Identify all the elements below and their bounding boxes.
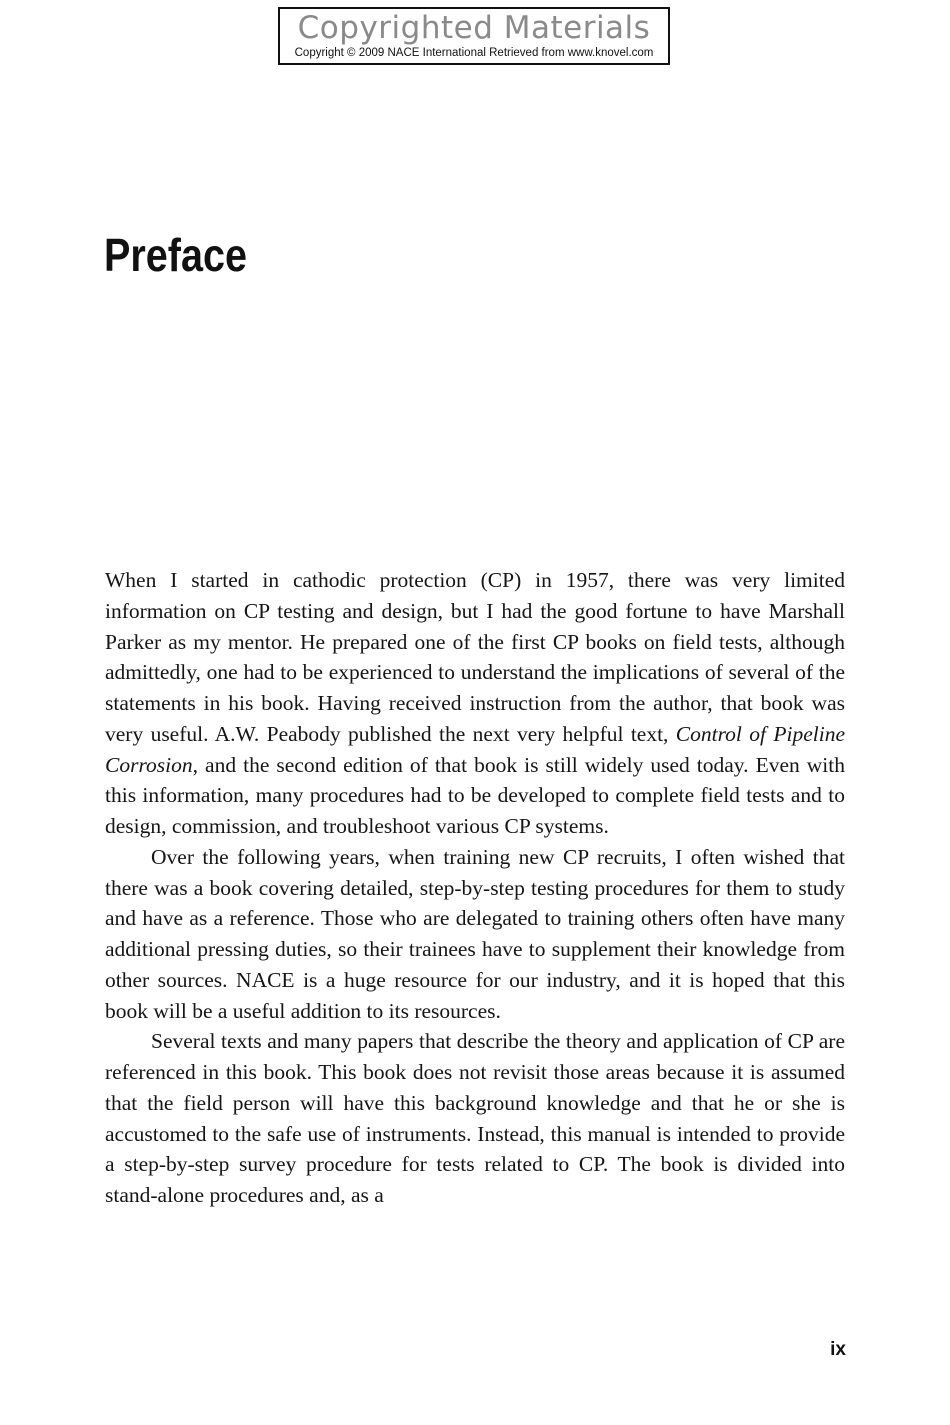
paragraph-3: Several texts and many papers that describe the theory and application of CP are referenced in this book. This book does not revisit those areas because it is assumed that the field person will have this background knowledge and that he or she is accustomed to the safe use of instruments. Instead, this manual is intended to provide a step-by-step survey procedure for tests related to CP. The book is divided into stand-alone procedures and, as a [105, 1029, 845, 1207]
copyright-notice: Copyright © 2009 NACE International Retrieved from www.knovel.com [294, 47, 654, 59]
paragraph-1-text-b: , and the second edition of that book is still widely used today. Even with this information, many procedures had to be developed to complete field tests and to design, commission, and troubleshoot various CP systems. [105, 752, 845, 838]
preface-body [105, 565, 845, 1211]
page-number: ix [830, 1339, 846, 1360]
book-title-italic: Control of Pipeline Corrosion [105, 721, 845, 777]
paragraph-1-text-a: When I started in cathodic protection (CP) in 1957, there was very limited information on CP testing and design, but I had the good fortune to have Marshall Parker as my mentor. He prepared one of the first CP books on field tests, although admittedly, one had to be experienced to understand the implications of several of the statements in his book. Having received instruction from the author, that book was very useful. A.W. Peabody published the next very helpful text, [105, 568, 845, 746]
copyright-watermark [278, 7, 670, 65]
paragraph-1 [105, 565, 845, 842]
page-title: Preface [104, 229, 247, 281]
paragraph-2: Over the following years, when training new CP recruits, I often wished that there was a book covering detailed, step-by-step testing procedures for them to study and have as a reference. Those who are delegated to training others often have many additional pressing duties, so their trainees have to supplement their knowledge from other sources. NACE is a huge resource for our industry, and it is hoped that this book will be a useful addition to its resources. [105, 844, 845, 1023]
copyright-title: Copyrighted Materials [297, 10, 651, 46]
